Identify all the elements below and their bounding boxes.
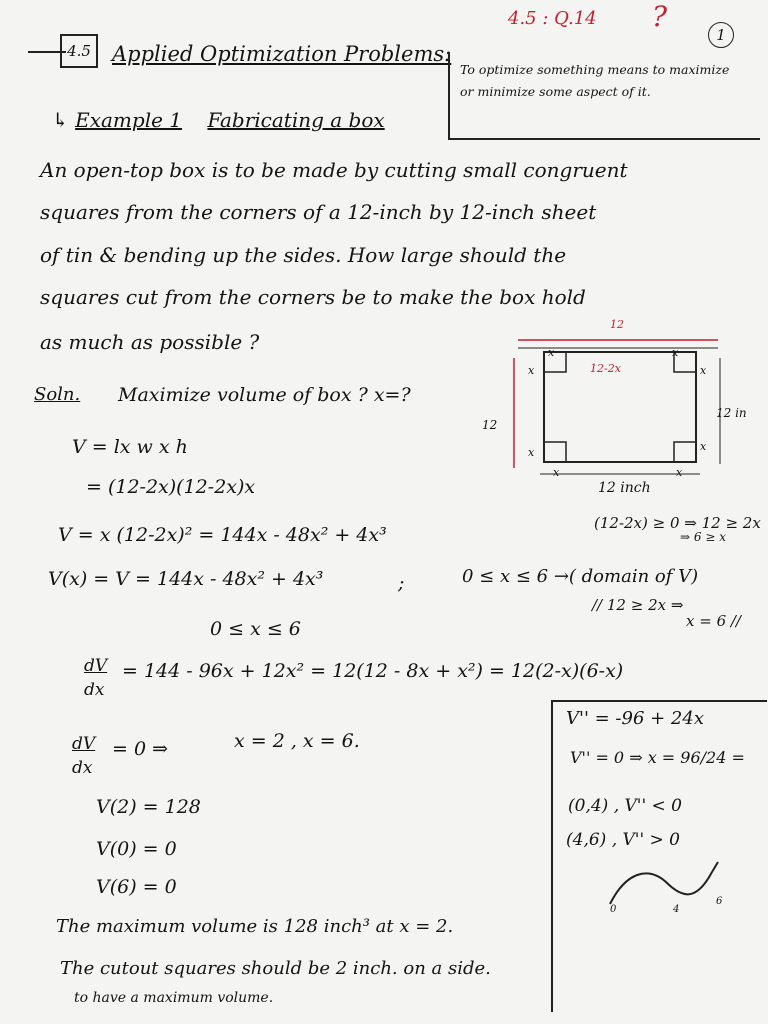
diagram-right-label: 12 in	[716, 406, 747, 420]
equation-volume-polynomial: V = x (12-2x)² = 144x - 48x² + 4x³	[58, 524, 387, 546]
concavity-interval-1: (0,4) , V'' < 0	[568, 796, 683, 816]
diagram-corner-label-right-top: x	[700, 364, 707, 377]
critical-lhs-denominator: dx	[72, 758, 93, 778]
conclusion-line-2: The cutout squares should be 2 inch. on a side.	[60, 958, 491, 979]
value-v2: V(2) = 128	[96, 796, 201, 818]
equation-separator: ;	[398, 572, 405, 594]
derivative-lhs-denominator: dx	[84, 680, 105, 700]
domain-note-3: x = 6 //	[686, 612, 741, 630]
reference-label: 4.5 : Q.14	[508, 8, 597, 29]
problem-line-3: of tin & bending up the sides. How large should the	[40, 243, 567, 267]
derivative-lhs-numerator: dV	[84, 656, 108, 676]
inequality-2: ⇒ 6 ≥ x	[680, 530, 726, 544]
arrow-icon: ↳	[52, 108, 69, 132]
problem-line-5: as much as possible ?	[40, 330, 260, 354]
example-heading	[52, 108, 385, 132]
domain-statement: 0 ≤ x ≤ 6	[210, 618, 301, 640]
solution-goal: Maximize volume of box ? x=?	[118, 384, 411, 406]
diagram-corner-label-left-bottom: x	[528, 446, 535, 459]
diagram-corner-label-left-top: x	[528, 364, 535, 377]
critical-lhs-numerator: dV	[72, 734, 96, 754]
derivative-rhs: = 144 - 96x + 12x² = 12(12 - 8x + x²) = 12(2-x)(6-x)	[122, 660, 624, 682]
section-number: 4.5	[60, 34, 98, 68]
problem-line-4: squares cut from the corners be to make the box hold	[40, 285, 586, 309]
problem-line-2: squares from the corners of a 12-inch by 12-inch sheet	[40, 200, 597, 224]
critical-result: x = 2 , x = 6.	[234, 730, 360, 752]
solution-label: Soln.	[34, 384, 81, 405]
equation-volume-expanded: = (12-2x)(12-2x)x	[86, 476, 256, 498]
conclusion-line-1: The maximum volume is 128 inch³ at x = 2.	[56, 916, 454, 937]
sketch-axis-0: 0	[610, 904, 617, 915]
question-mark: ?	[652, 0, 668, 33]
page-title: Applied Optimization Problems:	[112, 42, 452, 66]
sketch-axis-4: 4	[673, 904, 680, 915]
sheet-diagram	[478, 318, 768, 528]
equation-volume-definition: V = lx w x h	[72, 436, 188, 458]
diagram-inner-label: 12-2x	[590, 362, 621, 375]
problem-line-1: An open-top box is to be made by cutting small congruent	[40, 158, 628, 182]
concavity-interval-2: (4,6) , V'' > 0	[566, 830, 681, 850]
diagram-corner-label-right-bottom: x	[700, 440, 707, 453]
diagram-corner-label-br: x	[676, 466, 683, 479]
second-derivative: V'' = -96 + 24x	[566, 708, 704, 729]
domain-note-2: // 12 ≥ 2x ⇒	[592, 596, 684, 614]
value-v6: V(6) = 0	[96, 876, 177, 898]
diagram-corner-label-tl: x	[548, 346, 555, 359]
sketch-axis-6: 6	[716, 896, 723, 907]
second-derivative-zero: V'' = 0 ⇒ x = 96/24 =	[570, 748, 745, 767]
domain-note: 0 ≤ x ≤ 6 →( domain of V)	[462, 566, 699, 587]
diagram-corner-label-tr: x	[672, 346, 679, 359]
conclusion-line-3: to have a maximum volume.	[74, 990, 274, 1006]
diagram-bottom-label: 12 inch	[598, 480, 651, 496]
equation-volume-function: V(x) = V = 144x - 48x² + 4x³	[48, 568, 324, 590]
inequality-1: (12-2x) ≥ 0 ⇒ 12 ≥ 2x	[594, 514, 761, 532]
page-number: 1	[708, 22, 734, 48]
diagram-left-label: 12	[482, 418, 498, 432]
critical-rhs: = 0 ⇒	[112, 738, 169, 760]
example-title: Fabricating a box	[207, 108, 385, 132]
value-v0: V(0) = 0	[96, 838, 177, 860]
diagram-top-label: 12	[610, 318, 624, 331]
definition-line-1: To optimize something means to maximize	[460, 62, 730, 77]
example-label: Example 1	[75, 108, 183, 132]
diagram-corner-label-bl: x	[553, 466, 560, 479]
definition-line-2: or minimize some aspect of it.	[460, 84, 651, 99]
